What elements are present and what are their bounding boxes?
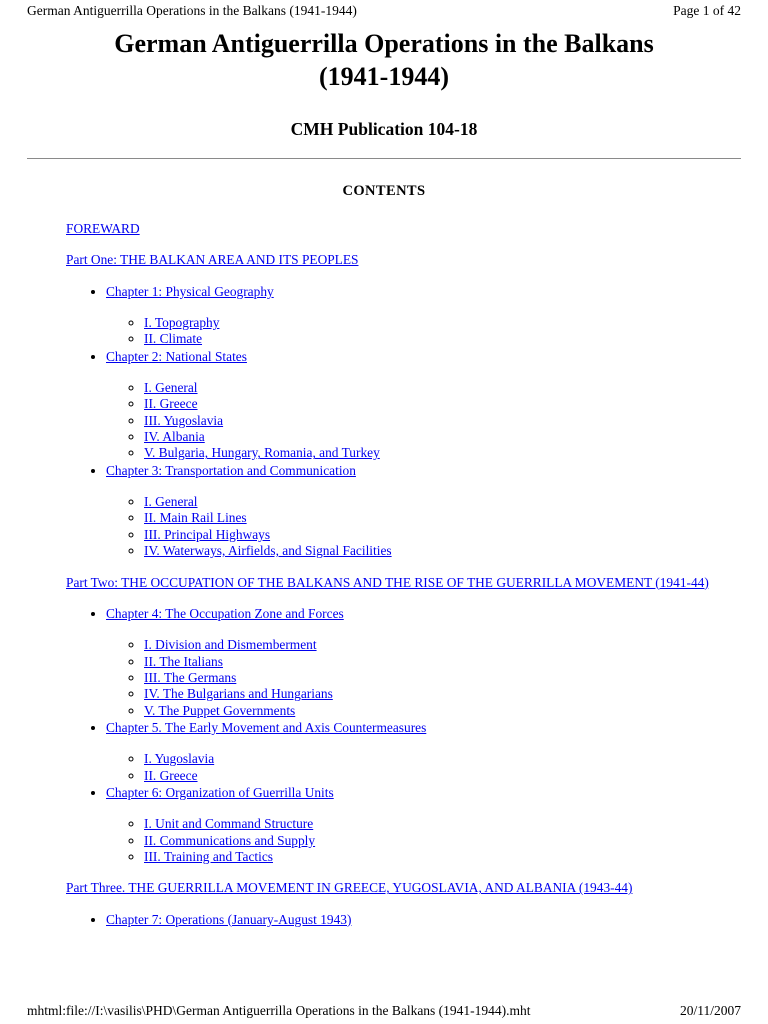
document-title <box>28 28 740 93</box>
toc-section-link[interactable]: II. Communications and Supply <box>144 832 316 848</box>
section-item <box>144 331 740 347</box>
document-title-line2: (1941-1944) <box>319 61 449 91</box>
print-footer-file-path: mhtml:file://I:\vasilis\PHD\German Antiguerrilla Operations in the Balkans (1941-1944).mht <box>27 1002 531 1018</box>
toc-section-link[interactable]: V. Bulgaria, Hungary, Romania, and Turkey <box>144 445 380 461</box>
toc-section-link[interactable]: I. General <box>144 494 198 510</box>
toc-section-link[interactable]: IV. Waterways, Airfields, and Signal Facilities <box>144 543 392 559</box>
toc-chapter-link[interactable]: Chapter 5. The Early Movement and Axis Countermeasures <box>106 719 427 735</box>
toc-section-link[interactable]: II. The Italians <box>144 653 223 669</box>
toc-chapter-link[interactable]: Chapter 2: National States <box>106 348 247 364</box>
section-list <box>106 315 740 348</box>
section-item <box>144 686 740 702</box>
toc-section-link[interactable]: I. General <box>144 380 198 396</box>
print-header <box>27 3 741 19</box>
chapter-item <box>106 463 740 560</box>
print-header-title: German Antiguerrilla Operations in the Balkans (1941-1944) <box>27 3 357 18</box>
toc-section-link[interactable]: II. Climate <box>144 331 203 347</box>
toc-part-heading <box>66 575 740 591</box>
toc-chapter-link[interactable]: Chapter 6: Organization of Guerrilla Units <box>106 784 334 800</box>
toc-section-link[interactable]: II. Greece <box>144 396 198 412</box>
section-list <box>106 751 740 784</box>
toc-section-link[interactable]: IV. Albania <box>144 429 205 445</box>
toc-section-link[interactable]: V. The Puppet Governments <box>144 702 296 718</box>
chapter-item <box>106 284 740 348</box>
toc-section-link[interactable]: II. Main Rail Lines <box>144 510 247 526</box>
document-title-line1: German Antiguerrilla Operations in the Balkans <box>114 29 654 58</box>
section-item <box>144 429 740 445</box>
toc-part-heading <box>66 252 740 268</box>
section-item <box>144 849 740 865</box>
toc-section-link[interactable]: II. Greece <box>144 767 198 783</box>
chapter-item <box>106 720 740 784</box>
section-item <box>144 413 740 429</box>
print-footer <box>27 1003 741 1019</box>
toc-section-link[interactable]: IV. The Bulgarians and Hungarians <box>144 686 333 702</box>
chapter-item <box>106 349 740 462</box>
toc-chapter-link[interactable]: Chapter 7: Operations (January-August 1943) <box>106 911 352 927</box>
chapter-item <box>106 606 740 719</box>
toc-part-heading <box>66 880 740 896</box>
toc-section-link[interactable]: III. The Germans <box>144 669 237 685</box>
document-subtitle: CMH Publication 104-18 <box>290 119 478 139</box>
toc-chapter-link[interactable]: Chapter 1: Physical Geography <box>106 283 274 299</box>
chapter-list <box>66 284 740 560</box>
toc-section-link[interactable]: III. Training and Tactics <box>144 848 273 864</box>
toc-section-link[interactable]: III. Yugoslavia <box>144 412 224 428</box>
toc-section-link[interactable]: I. Division and Dismemberment <box>144 637 317 653</box>
toc-chapter-link[interactable]: Chapter 3: Transportation and Communication <box>106 462 356 478</box>
section-item <box>144 637 740 653</box>
contents-heading: CONTENTS <box>342 183 426 199</box>
toc-part-link[interactable]: FOREWARD <box>66 221 140 236</box>
section-item <box>144 833 740 849</box>
section-item <box>144 527 740 543</box>
print-footer-date: 20/11/2007 <box>679 1002 741 1018</box>
section-item <box>144 445 740 461</box>
section-item <box>144 494 740 510</box>
chapter-list <box>66 912 740 928</box>
section-list <box>106 637 740 719</box>
section-item <box>144 543 740 559</box>
chapter-item <box>106 912 740 928</box>
section-item <box>144 703 740 719</box>
toc-part-link[interactable]: Part Three. THE GUERRILLA MOVEMENT IN GREECE, YUGOSLAVIA, AND ALBANIA (1943-44) <box>66 880 633 896</box>
section-item <box>144 380 740 396</box>
table-of-contents <box>66 221 740 928</box>
toc-section-link[interactable]: I. Topography <box>144 315 220 331</box>
section-list <box>106 816 740 865</box>
section-item <box>144 654 740 670</box>
toc-part-link[interactable]: Part One: THE BALKAN AREA AND ITS PEOPLES <box>66 252 359 268</box>
section-item <box>144 396 740 412</box>
section-item <box>144 816 740 832</box>
section-list <box>106 380 740 462</box>
toc-section-link[interactable]: I. Yugoslavia <box>144 751 215 767</box>
toc-section-link[interactable]: III. Principal Highways <box>144 526 271 542</box>
horizontal-rule <box>27 158 741 159</box>
section-item <box>144 510 740 526</box>
section-item <box>144 768 740 784</box>
print-header-page-number: Page 1 of 42 <box>673 3 741 18</box>
toc-chapter-link[interactable]: Chapter 4: The Occupation Zone and Forces <box>106 605 344 621</box>
section-item <box>144 315 740 331</box>
toc-section-link[interactable]: I. Unit and Command Structure <box>144 816 314 832</box>
section-item <box>144 670 740 686</box>
chapter-list <box>66 606 740 865</box>
chapter-item <box>106 785 740 865</box>
toc-part-heading <box>66 221 740 237</box>
section-item <box>144 751 740 767</box>
section-list <box>106 494 740 559</box>
toc-part-link[interactable]: Part Two: THE OCCUPATION OF THE BALKANS AND THE RISE OF THE GUERRILLA MOVEMENT (1941-44) <box>66 574 709 590</box>
